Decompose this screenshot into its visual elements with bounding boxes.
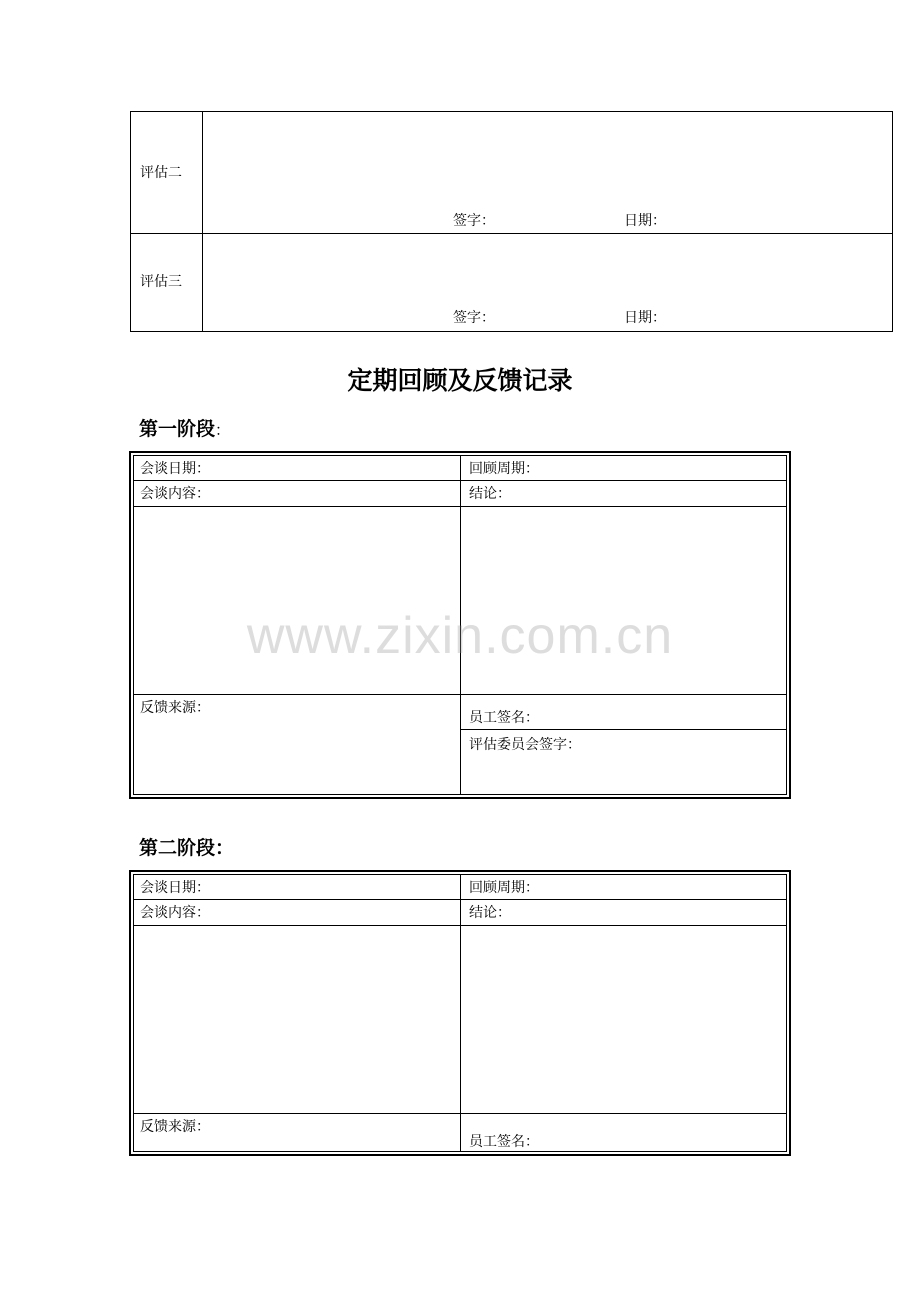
stage-1-meeting-content-label: 会谈内容： <box>140 486 210 502</box>
stage-2-record-table <box>129 870 791 1156</box>
stage-1-heading-colon: ： <box>215 421 231 439</box>
stage-1-heading-text: 第一阶段 <box>139 418 216 440</box>
evaluation-3-sign-label: 签字： <box>453 310 495 326</box>
evaluation-3-date-label: 日期： <box>624 310 666 326</box>
stage-1-review-period-label: 回顾周期： <box>469 461 539 477</box>
evaluation-2-label: 评估二 <box>140 165 182 181</box>
watermark: www.zixin.com.cn <box>246 607 674 665</box>
stage-1-meeting-date-label: 会谈日期： <box>140 461 210 477</box>
stage-1-conclusion-label: 结论： <box>469 486 511 502</box>
stage-2-conclusion-label: 结论： <box>469 905 511 921</box>
stage-2-heading <box>139 835 234 861</box>
evaluation-2-sign-label: 签字： <box>453 213 495 229</box>
stage-1-feedback-source-label: 反馈来源： <box>140 700 210 716</box>
stage-1-employee-sign-label: 员工签名： <box>469 710 539 726</box>
stage-2-meeting-date-label: 会谈日期： <box>140 880 210 896</box>
evaluation-3-label: 评估三 <box>140 274 182 290</box>
stage-1-heading <box>139 416 230 443</box>
stage-2-heading-colon: ： <box>215 837 235 859</box>
evaluation-table <box>130 111 893 332</box>
page-title: 定期回顾及反馈记录 <box>347 366 573 395</box>
stage-2-employee-sign-label: 员工签名： <box>469 1134 539 1150</box>
evaluation-2-date-label: 日期： <box>624 213 666 229</box>
stage-2-feedback-source-label: 反馈来源： <box>140 1119 210 1135</box>
stage-2-meeting-content-label: 会谈内容： <box>140 905 210 921</box>
stage-1-committee-sign-label: 评估委员会签字： <box>469 737 581 753</box>
stage-2-review-period-label: 回顾周期： <box>469 880 539 896</box>
stage-2-heading-text: 第二阶段 <box>139 837 216 859</box>
